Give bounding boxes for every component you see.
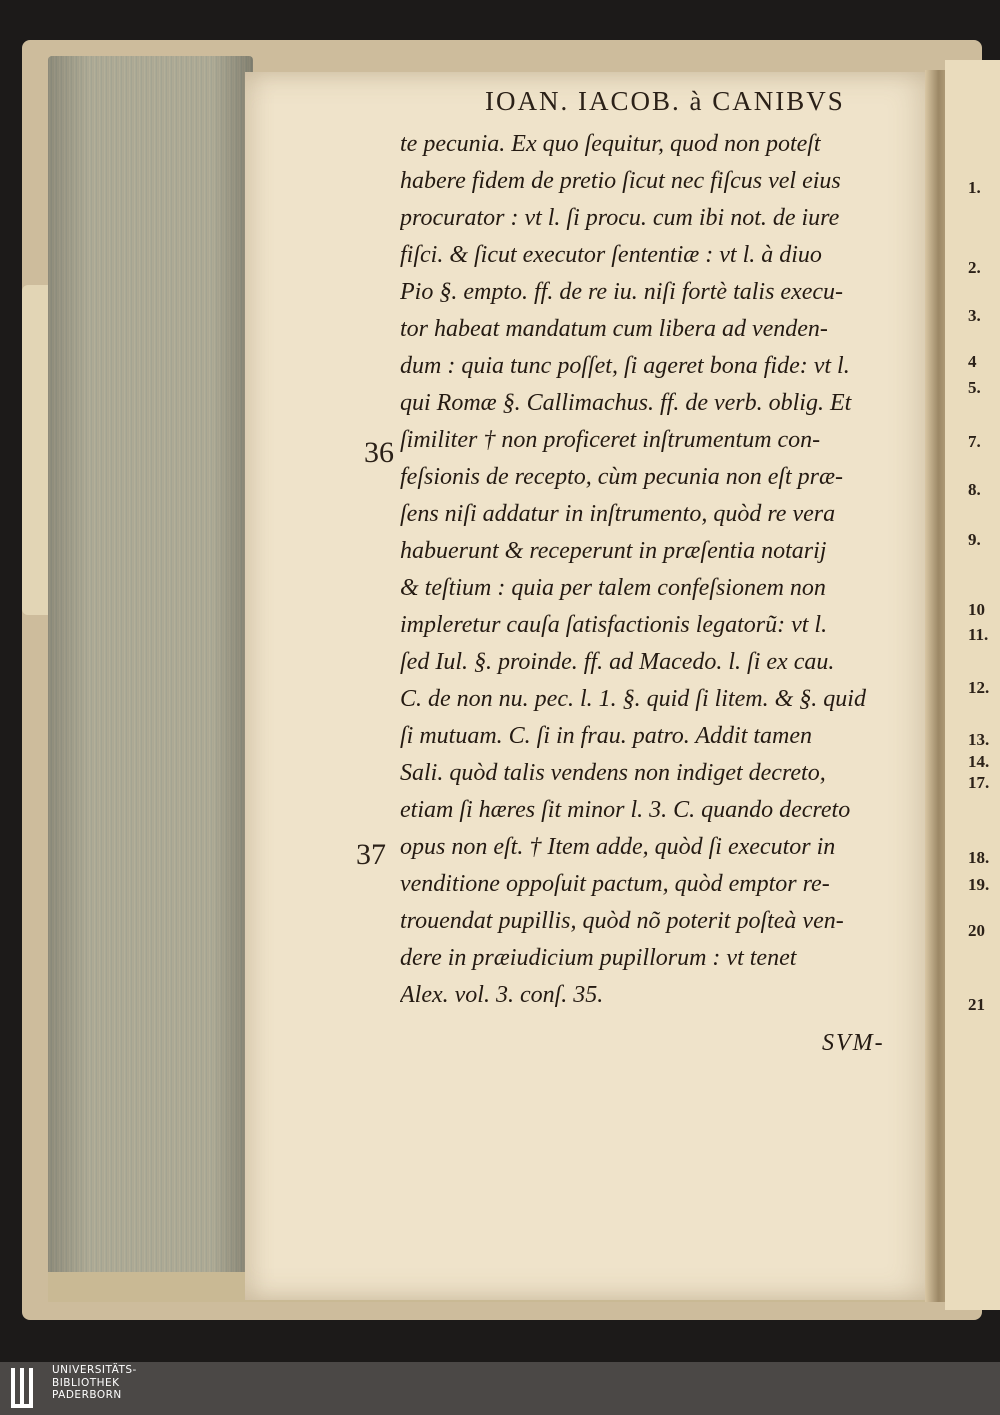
text-block [400, 126, 910, 1014]
right-margin-number: 7. [968, 432, 981, 451]
right-margin-number: 21 [968, 995, 985, 1014]
library-footer [0, 1362, 1000, 1415]
text-line: ſed Iul. §. proinde. ff. ad Macedo. l. ſi ex cau. [400, 649, 835, 675]
right-margin-number: 20 [968, 921, 985, 940]
text-line: fiſci. & ſicut executor ſententiæ : vt l. à diuo [400, 242, 822, 268]
right-margin-number: 5. [968, 378, 981, 397]
right-margin-number: 3. [968, 306, 981, 325]
text-line: ſimiliter † non proficeret inſtrumentum con- [400, 427, 821, 453]
library-name-line3: PADERBORN [52, 1389, 122, 1401]
text-line: impleretur cauſa ſatisfactionis legatorũ: vt l. [400, 612, 828, 638]
right-margin-number: 17. [968, 773, 990, 792]
right-margin-number: 8. [968, 480, 981, 499]
text-line: tor habeat mandatum cum libera ad venden- [400, 316, 828, 342]
running-head: IOAN. IACOB. à CANIBVS [485, 86, 845, 116]
right-margin-number: 2. [968, 258, 981, 277]
library-logo-icon [8, 1366, 40, 1410]
right-margin-number: 14. [968, 752, 990, 771]
text-line: dum : quia tunc poſſet, ſi ageret bona fide: vt l. [400, 353, 850, 379]
right-margin-number: 11. [968, 625, 989, 644]
text-line: Pio §. empto. ff. de re iu. niſi fortè talis execu- [400, 279, 844, 305]
text-line: Alex. vol. 3. conſ. 35. [400, 982, 604, 1008]
text-line: dere in præiudicium pupillorum : vt tenet [400, 945, 797, 971]
library-name-line2: BIBLIOTHEK [52, 1376, 120, 1389]
right-margin-number: 1. [968, 178, 981, 197]
text-line: ſens niſi addatur in inſtrumento, quòd re vera [400, 501, 836, 527]
text-line: habere fidem de pretio ſicut nec fiſcus vel eius [400, 168, 841, 194]
text-line: qui Romæ §. Callimachus. ff. de verb. oblig. Et [400, 390, 852, 416]
text-line: opus non eſt. † Item adde, quòd ſi executor in [400, 834, 836, 860]
text-line: etiam ſi hæres ſit minor l. 3. C. quando decreto [400, 797, 851, 823]
right-margin-number: 18. [968, 848, 990, 867]
text-line: & teſtium : quia per talem confeſsionem non [400, 575, 826, 601]
right-margin-number: 9. [968, 530, 981, 549]
text-line: habuerunt & receperunt in præſentia notarij [400, 538, 827, 564]
text-line: Sali. quòd talis vendens non indiget decreto, [400, 760, 826, 786]
right-margin-number: 4 [968, 352, 977, 371]
right-margin-number: 19. [968, 875, 990, 894]
text-line: ſi mutuam. C. ſi in frau. patro. Addit tamen [400, 723, 813, 749]
text-line: procurator : vt l. ſi procu. cum ibi not. de iure [400, 205, 840, 231]
catchword: SVM- [822, 1030, 885, 1056]
right-margin-number: 13. [968, 730, 990, 749]
library-name-line1: UNIVERSITÄTS- [52, 1364, 137, 1376]
right-margin-number: 10 [968, 600, 985, 619]
text-line: C. de non nu. pec. l. 1. §. quid ſi litem. & §. quid [400, 686, 866, 712]
library-name [52, 1364, 137, 1402]
text-line: trouendat pupillis, quòd nõ poterit poſteà ven- [400, 908, 844, 934]
margin-number-37: 37 [356, 838, 386, 871]
margin-number-36: 36 [364, 436, 394, 469]
right-margin-number: 12. [968, 678, 990, 697]
text-line: feſsionis de recepto, cùm pecunia non eſt præ- [400, 464, 844, 490]
text-line: te pecunia. Ex quo ſequitur, quod non poteſt [400, 131, 821, 157]
text-line: venditione oppoſuit pactum, quòd emptor re- [400, 871, 830, 897]
